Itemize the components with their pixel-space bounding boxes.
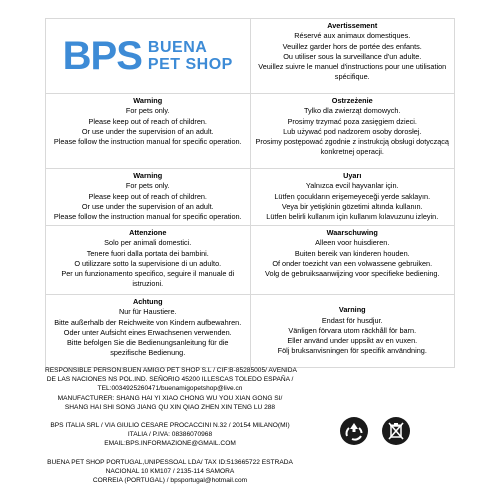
footer-line: SHANG HAI SHI SONG JIANG QU XIN QIAO ZHEN XIN TENG LU 288: [64, 403, 276, 411]
footer-line: ITALIA / P.IVA: 08386070968: [127, 431, 213, 439]
warning-line: Lütfen belirli kullanım için kullanım kılavuzunu izleyin.: [266, 212, 439, 222]
warning-en-1: [46, 94, 251, 169]
footer-line: BPS ITALIA SRL / VIA GIULIO CESARE PROCACCINI N.32 / 20154 MILANO(MI): [50, 422, 290, 430]
warning-pl: [250, 94, 455, 169]
warning-line: Veuillez suivre le manuel d'instructions pour une utilisation spécifique.: [258, 62, 447, 82]
warning-line: Or use under the supervision of an adult.: [81, 201, 214, 211]
warning-line: Ou utiliser sous la surveillance d'un adulte.: [283, 51, 422, 61]
warning-line: Alleen voor huisdieren.: [315, 238, 390, 248]
footer-line: EMAIL:BPS.INFORMAZIONE@GMAIL.COM: [104, 440, 236, 448]
footer-line: TEL:0034925260471/buenamigopetshop@live.cn: [97, 385, 243, 393]
warning-line: Veya bir yetişkinin gözetimi altında kullanın.: [281, 201, 423, 211]
warning-title: Attenzione: [129, 228, 167, 237]
warning-line: Volg de gebruiksaanwijzing voor specifieke bediening.: [265, 269, 440, 279]
warning-line: Nur für Haustiere.: [118, 307, 177, 317]
logo-cell: [46, 19, 251, 94]
warning-line: Please keep out of reach of children.: [88, 191, 207, 201]
warning-line: Please follow the instruction manual for specific operation.: [53, 212, 242, 222]
warning-title: Uyarı: [343, 171, 362, 180]
warning-line: Tenere fuori dalla portata dei bambini.: [86, 248, 209, 258]
warning-line: Yalnızca evcil hayvanlar için.: [305, 181, 399, 191]
footer-line: RESPONSIBLE PERSON:BUEN AMIGO PET SHOP S.L / CIF:B-85285005/ AVENIDA: [45, 367, 297, 374]
warning-line: Tylko dla zwierząt domowych.: [303, 106, 401, 116]
warning-fr: [250, 19, 455, 94]
warning-title: Warning: [133, 171, 163, 180]
footer-line: NACIONAL 10 KM107 / 2135-114 SAMORA: [105, 467, 235, 475]
warning-line: Vänligen förvara utom räckhåll för barn.: [288, 325, 417, 335]
warning-tr: [250, 169, 455, 226]
warning-en-2: [46, 169, 251, 226]
warning-line: Prosimy postępować zgodnie z instrukcją obsługi dotyczącą konkretnej operacji.: [255, 137, 449, 157]
warning-line: Eller använd under uppsikt av en vuxen.: [287, 336, 418, 346]
recycle-icon: [340, 417, 368, 445]
warning-title: Achtung: [132, 297, 163, 306]
warning-it: [46, 226, 251, 295]
logo-name-line2: PET SHOP: [147, 56, 233, 73]
warning-sv: [250, 295, 455, 368]
warning-line: Or use under the supervision of an adult.: [81, 126, 214, 136]
footer-line: MANUFACTURER: SHANG HAI YI XIAO CHONG WU YOU XIAN GONG SI/: [57, 394, 283, 402]
warning-line: Följ bruksanvisningen för specifik användning.: [277, 346, 427, 356]
warning-line: For pets only.: [125, 181, 170, 191]
warning-line: Bitte befolgen Sie die Bedienungsanleitung für die spezifische Bedienung.: [67, 338, 229, 358]
warning-line: Please follow the instruction manual for specific operation.: [53, 137, 242, 147]
logo-name-line1: BUENA: [147, 39, 208, 56]
warning-line: Of onder toezicht van een volwassene gebruiken.: [272, 258, 433, 268]
footer-line: CORREIA (PORTUGAL) / bpsportugal@hotmail.com: [92, 477, 248, 485]
warning-line: Oder unter Aufsicht eines Erwachsenen verwenden.: [63, 327, 232, 337]
warning-de: [46, 295, 251, 368]
warning-line: For pets only.: [125, 106, 170, 116]
warning-line: Réservé aux animaux domestiques.: [294, 31, 411, 41]
warning-line: Lub używać pod nadzorem osoby dorosłej.: [283, 126, 422, 136]
logo-mark: BPS: [62, 34, 142, 78]
warnings-table: [45, 18, 455, 368]
warning-line: Prosimy trzymać poza zasięgiem dzieci.: [287, 116, 417, 126]
logo-name: [148, 39, 233, 73]
warning-nl: [250, 226, 455, 295]
warning-title: Avertissement: [327, 21, 378, 30]
warning-title: Varning: [338, 305, 366, 315]
compliance-icons: [340, 417, 410, 445]
footer-line: DE LAS NACIONES NS POL.IND. SEÑORIO 45200 ILLESCAS TOLEDO ESPAÑA /: [46, 376, 294, 384]
warning-line: Solo per animali domestici.: [104, 238, 192, 248]
warning-title: Ostrzeżenie: [331, 96, 373, 105]
warning-line: O utilizzare sotto la supervisione di un adulto.: [74, 258, 222, 268]
footer-line: BUENA PET SHOP PORTUGAL,UNIPESSOAL LDA/ TAX ID:513665722 ESTRADA: [47, 458, 293, 466]
warning-line: Veuillez garder hors de portée des enfants.: [282, 41, 422, 51]
warning-line: Endast för husdjur.: [321, 315, 383, 325]
warning-line: Lütfen çocukların erişemeyeceği yerde saklayın.: [274, 191, 431, 201]
warning-line: Bitte außerhalb der Reichweite von Kindern aufbewahren.: [54, 317, 242, 327]
warning-line: Per un funzionamento specifico, seguire il manuale di istruzioni.: [61, 269, 235, 289]
warning-title: Warning: [133, 96, 163, 105]
warning-line: Please keep out of reach of children.: [88, 116, 207, 126]
weee-bin-icon: [382, 417, 410, 445]
warning-line: Buiten bereik van kinderen houden.: [294, 248, 410, 258]
logo: [50, 21, 246, 91]
warning-title: Waarschuwing: [326, 228, 378, 237]
legal-footer: [45, 366, 295, 500]
